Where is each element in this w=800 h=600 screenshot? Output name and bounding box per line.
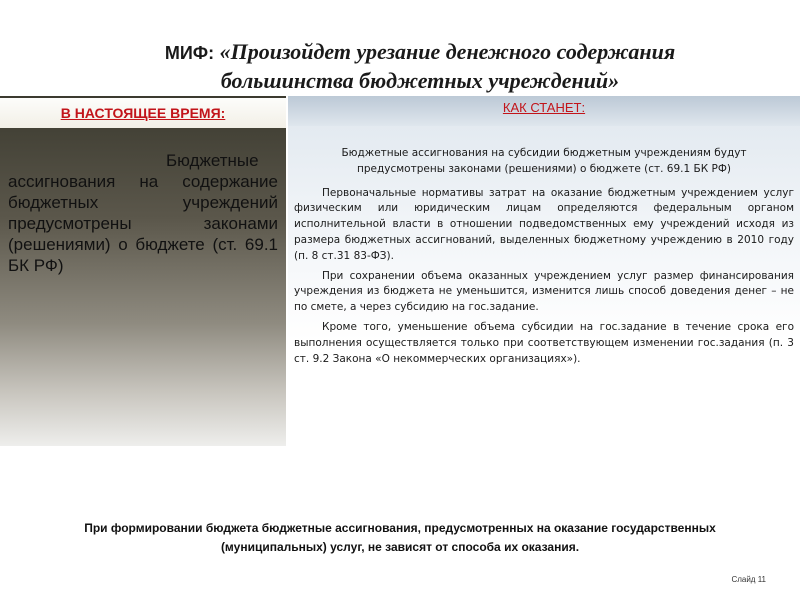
- slide-number: Слайд 11: [731, 575, 766, 584]
- right-panel-header: [288, 96, 800, 126]
- slide-title: [60, 38, 780, 95]
- right-paragraph: Кроме того, уменьшение объема субсидии на гос.задание в течение срока его выполнения осуществляется только при соответствующем изменении гос.задания (п. 3 ст. 9.2 Закона «О некоммерческих организациях»).: [294, 320, 794, 365]
- left-panel-body: Бюджетные ассигнования на содержание бюджетных учреждений предусмотрены законами (решениями) о бюджете (ст. 69.1 БК РФ): [8, 151, 278, 275]
- footer-note: [40, 519, 760, 557]
- right-panel-body: [294, 146, 794, 371]
- footer-line-2: (муниципальных) услуг, не зависят от способа их оказания.: [220, 540, 580, 554]
- title-prefix: МИФ:: [164, 43, 215, 63]
- left-header-label: В НАСТОЯЩЕЕ ВРЕМЯ:: [60, 105, 226, 121]
- footer-line-1: При формировании бюджета бюджетные ассигнования, предусмотренных на оказание государственных: [84, 521, 716, 535]
- right-paragraph: При сохранении объема оказанных учреждением услуг размер финансирования учреждения из бюджета не уменьшится, изменится лишь способ доведения денег – не по смете, а через субсидию на гос.задание.: [294, 269, 794, 314]
- left-panel-header: [0, 98, 286, 128]
- right-paragraph: Первоначальные нормативы затрат на оказание бюджетным учреждением услуг физическим или юридическим лицам определяются федеральным органом исполнительной власти в отношении подведомственных ему учреждений исходя из размера бюджетных ассигнований, выделенных бюджетному учреждению в 2010 году (п. 8 ст.31 83-ФЗ).: [294, 186, 794, 262]
- title-line-1: «Произойдет урезание денежного содержания: [219, 39, 676, 64]
- title-line-2: большинства бюджетных учреждений»: [220, 68, 620, 93]
- right-header-label: КАК СТАНЕТ:: [502, 100, 586, 115]
- right-paragraph: Бюджетные ассигнования на субсидии бюджетным учреждениям будут предусмотрены законами (решениями) о бюджете (ст. 69.1 БК РФ): [341, 147, 747, 175]
